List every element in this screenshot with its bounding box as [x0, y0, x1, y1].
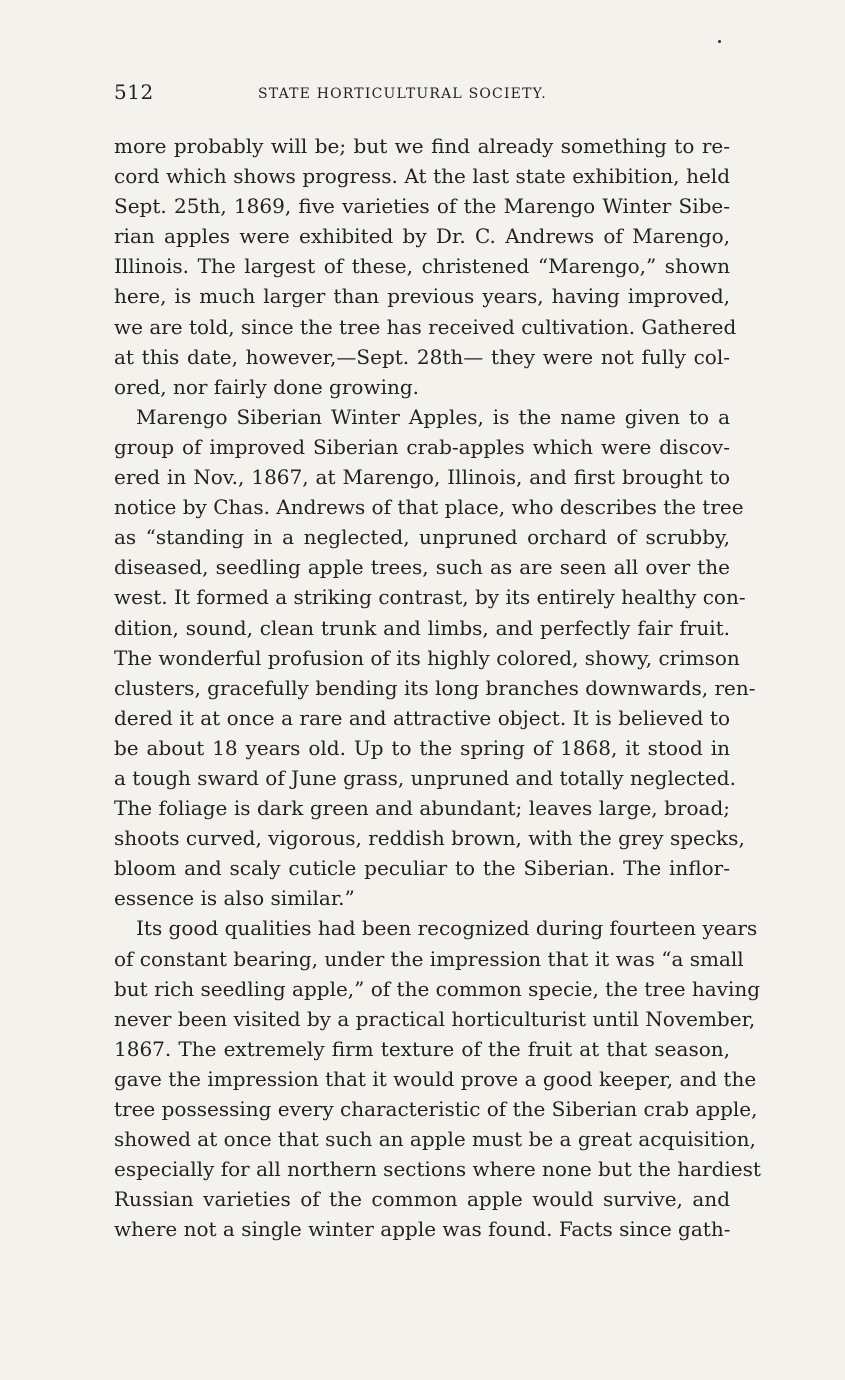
text-line: dition, sound, clean trunk and limbs, and perfectly fair fruit. — [114, 615, 730, 640]
ink-speck — [718, 40, 721, 43]
text-line: rian apples were exhibited by Dr. C. Andrews of Marengo, — [114, 224, 730, 249]
text-line: where not a single winter apple was found. Facts since gath- — [114, 1217, 731, 1242]
text-line: west. It formed a striking contrast, by its entirely healthy con- — [114, 585, 746, 610]
page-number: 512 — [114, 80, 154, 104]
paragraph-end-line: essence is also similar.” — [114, 886, 355, 911]
paragraph-end-line: ored, nor fairly done growing. — [114, 374, 420, 399]
paragraph-start-line: Its good qualities had been recognized during fourteen years — [136, 916, 758, 941]
text-line: as “standing in a neglected, unpruned orchard of scrubby, — [114, 525, 730, 550]
text-line: a tough sward of June grass, unpruned and totally neglected. — [114, 765, 736, 790]
text-line: tree possessing every characteristic of the Siberian crab apple, — [114, 1097, 758, 1121]
text-line: never been visited by a practical horticulturist until November, — [114, 1006, 756, 1031]
text-line: cord which shows progress. At the last state exhibition, held — [114, 164, 730, 189]
text-line: notice by Chas. Andrews of that place, who describes the tree — [114, 495, 744, 520]
text-line: Sept. 25th, 1869, five varieties of the Marengo Winter Sibe- — [114, 194, 730, 219]
page-header — [114, 80, 734, 110]
text-line: we are told, since the tree has received cultivation. Gathered — [114, 314, 737, 339]
text-line: The wonderful profusion of its highly colored, showy, crimson — [114, 645, 740, 670]
text-line: bloom and scaly cuticle peculiar to the Siberian. The inflor- — [114, 856, 730, 881]
text-line: 1867. The extremely firm texture of the fruit at that season, — [114, 1036, 730, 1061]
text-line: especially for all northern sections where none but the hardiest — [114, 1157, 761, 1182]
body-text — [114, 131, 761, 1244]
text-line: showed at once that such an apple must be a great acquisition, — [114, 1127, 756, 1152]
text-line: clusters, gracefully bending its long branches downwards, ren- — [114, 675, 756, 700]
text-line: of constant bearing, under the impression that it was “a small — [114, 946, 744, 971]
text-line: gave the impression that it would prove a good keeper, and the — [114, 1066, 757, 1091]
text-line: but rich seedling apple,” of the common specie, the tree having — [114, 976, 761, 1001]
text-line: here, is much larger than previous years, having improved, — [114, 284, 730, 309]
running-head: STATE HORTICULTURAL SOCIETY. — [258, 86, 547, 102]
text-line: more probably will be; but we find already something to re- — [114, 134, 730, 158]
text-line: Illinois. The largest of these, christened “Marengo,” shown — [114, 254, 730, 279]
text-line: group of improved Siberian crab-apples which were discov- — [114, 434, 730, 459]
paragraph-start-line: Marengo Siberian Winter Apples, is the name given to a — [136, 404, 730, 429]
text-line: at this date, however,—Sept. 28th— they were not fully col- — [114, 344, 730, 369]
text-line: diseased, seedling apple trees, such as are seen all over the — [114, 555, 730, 580]
text-line: The foliage is dark green and abundant; leaves large, broad; — [114, 796, 730, 821]
text-line: shoots curved, vigorous, reddish brown, with the grey specks, — [114, 826, 745, 851]
text-line: be about 18 years old. Up to the spring of 1868, it stood in — [114, 735, 730, 760]
text-line: ered in Nov., 1867, at Marengo, Illinois, and first brought to — [114, 465, 730, 490]
text-line: Russian varieties of the common apple would survive, and — [114, 1187, 730, 1212]
text-line: dered it at once a rare and attractive object. It is believed to — [114, 705, 730, 730]
